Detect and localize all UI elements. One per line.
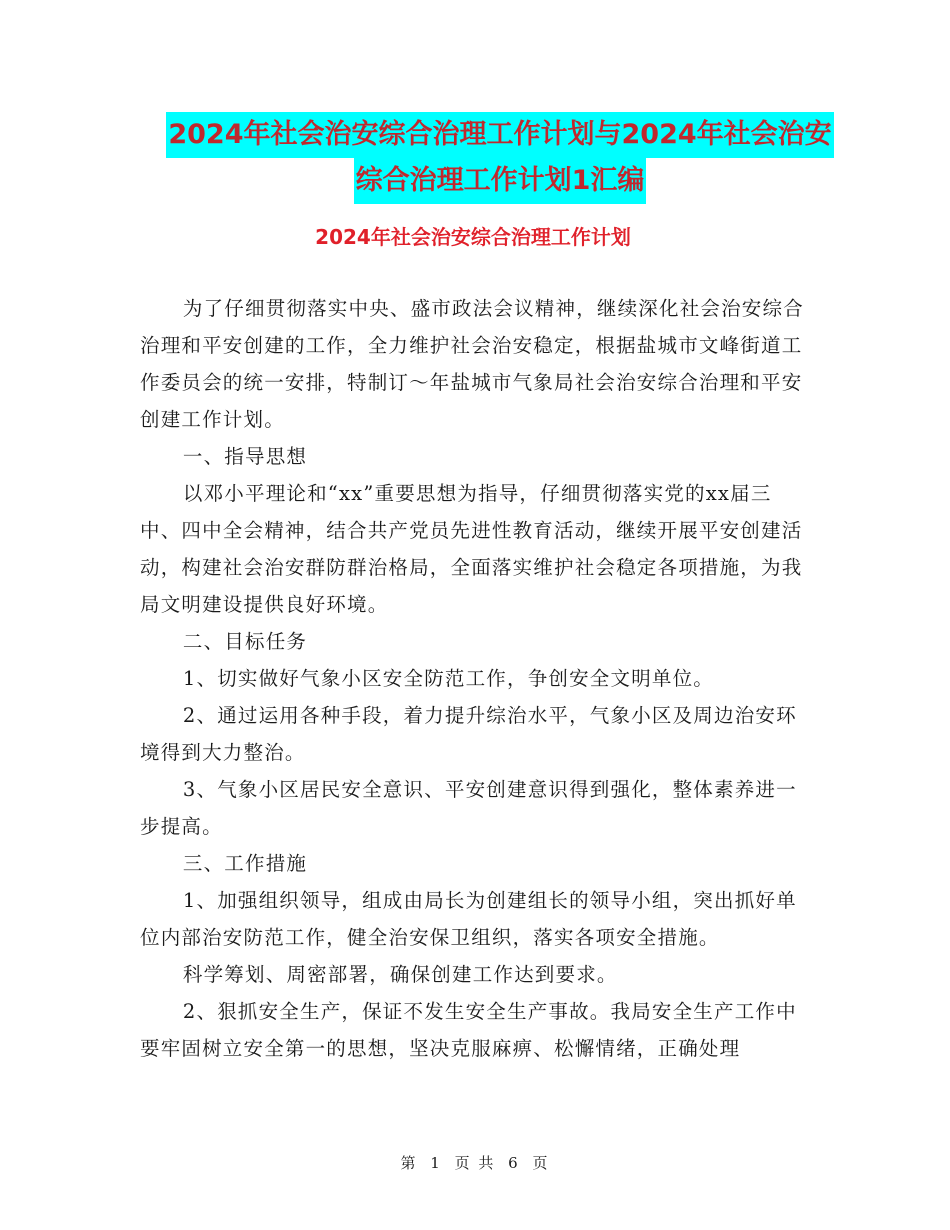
title-line-1: 2024年社会治安综合治理工作计划与2024年社会治安 <box>166 112 833 158</box>
paragraph-objective-1: 1、切实做好气象小区安全防范工作，争创安全文明单位。 <box>182 667 714 690</box>
footer-current-page: 1 <box>430 1154 442 1172</box>
document-body <box>140 290 806 1067</box>
page-footer <box>0 1152 950 1173</box>
paragraph-objective-3: 3、气象小区居民安全意识、平安创建意识得到强化，整体素养进一步提高。 <box>140 778 797 838</box>
title-line-2: 综合治理工作计划1汇编 <box>354 158 647 204</box>
document-title <box>120 112 880 204</box>
paragraph-intro: 为了仔细贯彻落实中央、盛市政法会议精神，继续深化社会治安综合治理和平安创建的工作，全力维护社会治安稳定，根据盐城市文峰街道工作委员会的统一安排，特制订～年盐城市气象局社会治安综合治理和平安创建工作计划。 <box>140 297 804 431</box>
paragraph-guiding-thought: 以邓小平理论和“xx”重要思想为指导，仔细贯彻落实党的xx届三中、四中全会精神，结合共产党员先进性教育活动，继续开展平安创建活动，构建社会治安群防群治格局，全面落实维护社会稳定各项措施，为我局文明建设提供良好环境。 <box>140 482 803 616</box>
paragraph-measure-1b: 科学筹划、周密部署，确保创建工作达到要求。 <box>182 963 618 986</box>
paragraph-measure-1: 1、加强组织领导，组成由局长为创建组长的领导小组，突出抓好单位内部治安防范工作，健全治安保卫组织，落实各项安全措施。 <box>140 889 797 949</box>
paragraph-objective-2: 2、通过运用各种手段，着力提升综治水平，气象小区及周边治安环境得到大力整治。 <box>140 704 797 764</box>
footer-prefix: 第 <box>400 1154 418 1172</box>
footer-total-pages: 6 <box>508 1154 520 1172</box>
footer-mid: 页 共 <box>454 1154 496 1172</box>
footer-suffix: 页 <box>532 1154 550 1172</box>
heading-objectives: 二、目标任务 <box>182 630 308 653</box>
heading-measures: 三、工作措施 <box>182 852 308 875</box>
paragraph-measure-2: 2、狠抓安全生产，保证不发生安全生产事故。我局安全生产工作中要牢固树立安全第一的思想，坚决克服麻痹、松懈情绪，正确处理 <box>140 1000 797 1060</box>
heading-guiding-thought: 一、指导思想 <box>182 445 308 468</box>
section-title: 2024年社会治安综合治理工作计划 <box>315 225 631 249</box>
